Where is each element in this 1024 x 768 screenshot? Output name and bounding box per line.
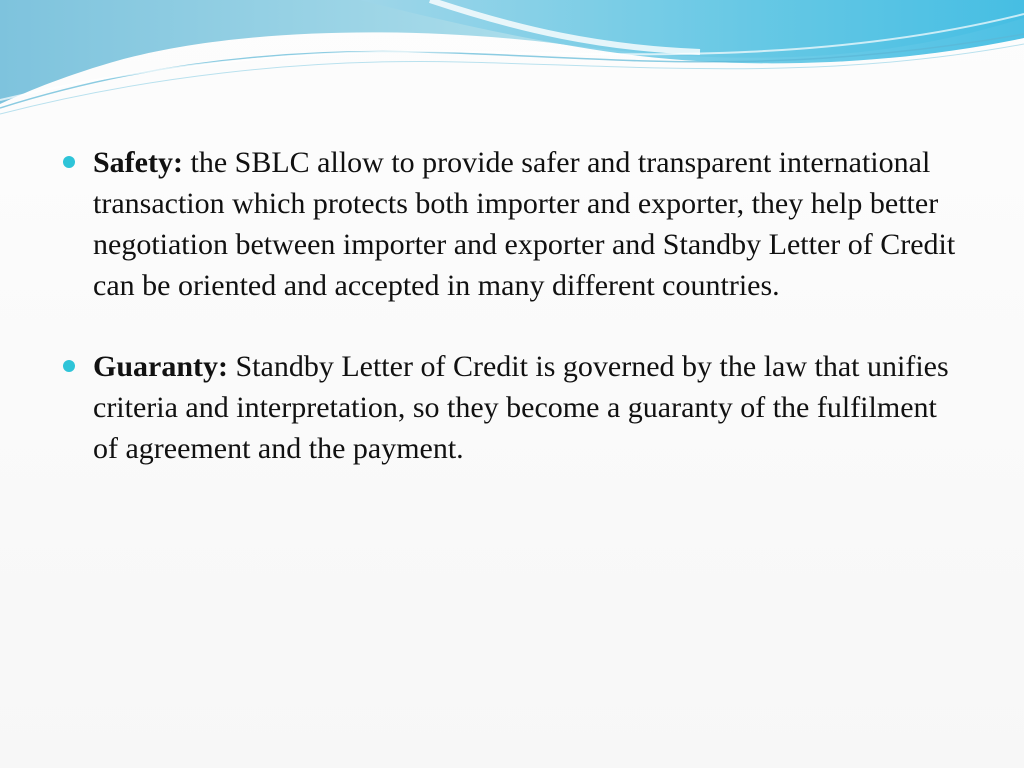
bullet-list (60, 142, 960, 509)
bullet-term: Safety: (93, 146, 191, 179)
bullet-text: the SBLC allow to provide safer and transparent international transaction which protects both importer and exporter, they help better negotiation between importer and exporter and Standby Letter of Credit can be oriented and accepted in many different countries. (93, 146, 956, 302)
bullet-term: Guaranty: (93, 350, 236, 383)
bullet-item-guaranty (60, 346, 960, 469)
bullet-item-safety (60, 142, 960, 306)
header-wave-decoration (0, 0, 1024, 120)
bullet-dot-icon (63, 360, 75, 372)
bullet-dot-icon (63, 156, 75, 168)
bullet-text: Standby Letter of Credit is governed by the law that unifies criteria and interpretation, so they become a guaranty of the fulfilment of agreement and the payment. (93, 350, 949, 465)
